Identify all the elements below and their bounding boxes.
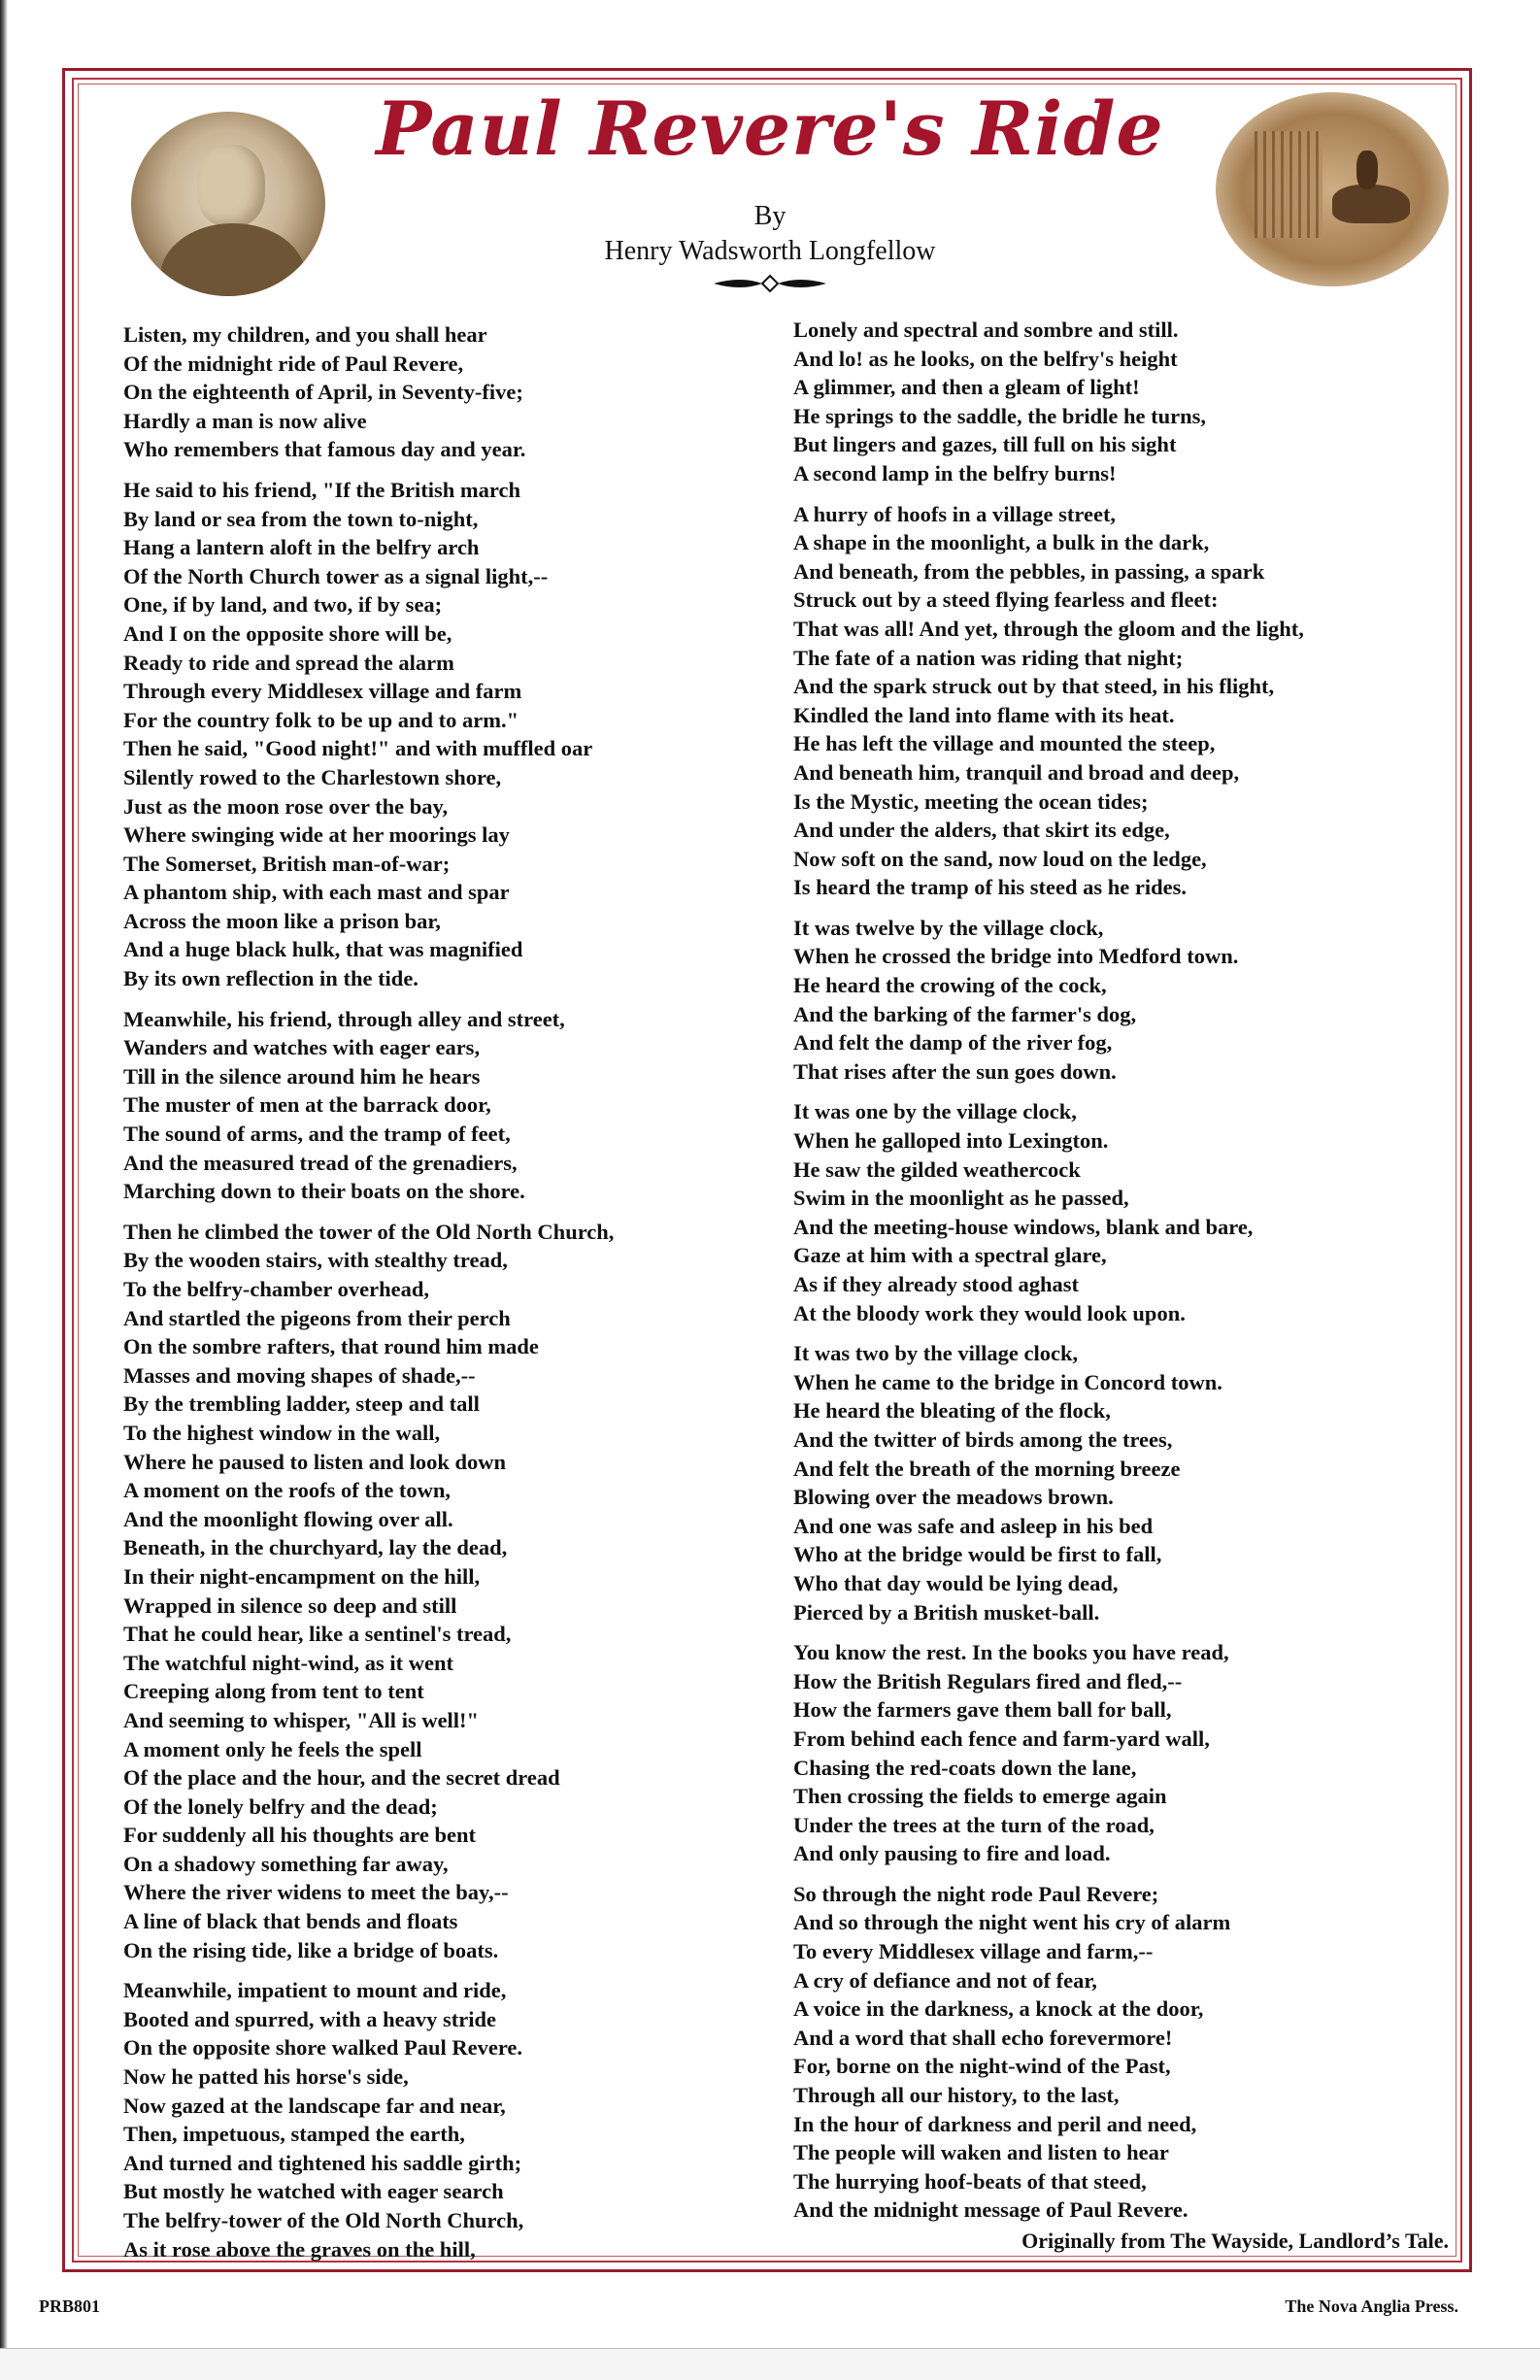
poem-line: And the midnight message of Paul Revere. [793, 2197, 1188, 2223]
poem-line: Kindled the land into flame with its heat. [793, 702, 1175, 727]
poem-line: Of the North Church tower as a signal light,-- [123, 563, 549, 588]
poem-line: How the British Regulars fired and fled,-- [793, 1668, 1183, 1693]
poem-line: And only pausing to fire and load. [793, 1841, 1111, 1866]
poem-line: And the barking of the farmer's dog, [793, 1001, 1137, 1026]
poem-line: And the meeting-house windows, blank and bare, [793, 1214, 1254, 1239]
poem-line: He said to his friend, "If the British march [123, 477, 520, 502]
poem-line: A cry of defiance and not of fear, [793, 1967, 1097, 1993]
poem-line: And I on the opposite shore will be, [123, 620, 452, 646]
poem-line: And seeming to whisper, "All is well!" [123, 1707, 480, 1732]
poem-line: And felt the damp of the river fog, [793, 1030, 1113, 1056]
poem-line: On the sombre rafters, that round him made [123, 1334, 539, 1359]
poem-line: When he galloped into Lexington. [793, 1128, 1109, 1154]
poem-line: A line of black that bends and floats [123, 1909, 458, 1934]
poem-line: Lonely and spectral and sombre and still. [793, 318, 1179, 342]
poem-line: Till in the silence around him he hears [123, 1063, 481, 1089]
scan-edge [0, 0, 8, 2379]
poem-line: He has left the village and mounted the steep, [793, 731, 1216, 756]
poem-line: But mostly he watched with eager search [123, 2179, 504, 2204]
poem-line: Is the Mystic, meeting the ocean tides; [793, 788, 1149, 814]
poem-line: And the twitter of birds among the trees, [793, 1426, 1173, 1452]
poem-line: And the spark struck out by that steed, in his flight, [793, 674, 1275, 699]
poem-line: He heard the bleating of the flock, [793, 1398, 1111, 1424]
poem-line: Who that day would be lying dead, [793, 1570, 1119, 1595]
poem-line: On the eighteenth of April, in Seventy-five; [123, 380, 523, 405]
poem-line: Beneath, in the churchyard, lay the dead, [123, 1535, 508, 1560]
poem-line: And under the alders, that skirt its edge, [793, 818, 1170, 843]
poem-line: He saw the gilded weathercock [793, 1156, 1081, 1182]
poem-line: Ready to ride and spread the alarm [123, 650, 454, 675]
stanza [123, 1976, 764, 2263]
poem-line: It was one by the village clock, [793, 1099, 1077, 1124]
poem-line: In the hour of darkness and peril and need, [793, 2111, 1197, 2136]
poem-line: Of the lonely belfry and the dead; [123, 1793, 438, 1819]
poem-line: Of the midnight ride of Paul Revere, [123, 351, 464, 376]
poem-line: Now soft on the sand, now loud on the ledge, [793, 846, 1207, 871]
poem-line: Through all our history, to the last, [793, 2083, 1120, 2108]
poem-line: When he crossed the bridge into Medford town. [793, 944, 1239, 969]
poem-line: Then, impetuous, stamped the earth, [123, 2122, 465, 2147]
poem-line: Swim in the moonlight as he passed, [793, 1186, 1129, 1211]
byline [0, 199, 1540, 269]
poem-line: And one was safe and asleep in his bed [793, 1513, 1154, 1538]
poem-line: But lingers and gazes, till full on his sight [793, 432, 1177, 457]
poem-line: So through the night rode Paul Revere; [793, 1881, 1159, 1906]
poem-line: A moment on the roofs of the town, [123, 1478, 452, 1503]
stanza [123, 320, 764, 464]
stanza [123, 1218, 764, 1964]
scan-bottom-strip [0, 2348, 1540, 2380]
poem-line: A voice in the darkness, a knock at the door, [793, 1996, 1204, 2022]
poem-line: Meanwhile, impatient to mount and ride, [123, 1978, 507, 2003]
poem-line: Now he patted his horse's side, [123, 2064, 409, 2090]
product-code: PRB801 [39, 2296, 100, 2316]
poem-line: How the farmers gave them ball for ball, [793, 1697, 1172, 1723]
poem-line: On a shadowy something far away, [123, 1851, 449, 1876]
poem-line: And so through the night went his cry of alarm [793, 1910, 1231, 1935]
poem-line: By its own reflection in the tide. [123, 966, 418, 991]
poem-line: Hardly a man is now alive [123, 408, 367, 433]
poem-line: Pierced by a British musket-ball. [793, 1599, 1100, 1625]
poem-line: Wanders and watches with eager ears, [123, 1035, 481, 1060]
poem-line: Then he said, "Good night!" and with muffled oar [123, 736, 593, 761]
poem-line: And turned and tightened his saddle girth; [123, 2150, 522, 2175]
poem-line: Silently rowed to the Charlestown shore, [123, 764, 502, 789]
poem-line: Where he paused to listen and look down [123, 1449, 507, 1474]
poem-right-column [793, 316, 1454, 2236]
stanza [123, 476, 764, 993]
poem-line: Masses and moving shapes of shade,-- [123, 1362, 476, 1388]
poem-line: And felt the breath of the morning breeze [793, 1456, 1181, 1481]
poem-line: And the moonlight flowing over all. [123, 1506, 453, 1531]
poem-line: That rises after the sun goes down. [793, 1058, 1117, 1084]
poem-line: On the opposite shore walked Paul Revere. [123, 2035, 523, 2061]
poem-line: The sound of arms, and the tramp of feet, [123, 1122, 511, 1147]
poem-line: And startled the pigeons from their perch [123, 1305, 511, 1330]
poem-left-column [123, 320, 764, 2275]
poem-line: He heard the crowing of the cock, [793, 973, 1107, 998]
poem-line: As it rose above the graves on the hill, [123, 2236, 476, 2262]
poem-line: By the trembling ladder, steep and tall [123, 1391, 480, 1417]
stanza [793, 914, 1454, 1087]
poem-line: Of the place and the hour, and the secret dread [123, 1765, 560, 1791]
poem-line: And a word that shall echo forevermore! [793, 2025, 1173, 2050]
poem-line: When he came to the bridge in Concord town. [793, 1369, 1222, 1394]
poem-line: By the wooden stairs, with stealthy tread, [123, 1248, 508, 1273]
poem-line: And beneath him, tranquil and broad and deep, [793, 759, 1240, 785]
poem-line: And the measured tread of the grenadiers, [123, 1150, 518, 1175]
poem-line: A second lamp in the belfry burns! [793, 460, 1117, 486]
poem-line: The muster of men at the barrack door, [123, 1092, 491, 1118]
stanza [793, 316, 1454, 488]
poem-line: Blowing over the meadows brown. [793, 1485, 1114, 1510]
author-name: Henry Wadsworth Longfellow [604, 236, 936, 266]
poem-line: A shape in the moonlight, a bulk in the dark, [793, 530, 1210, 555]
poem-line: Across the moon like a prison bar, [123, 908, 441, 933]
page-title: Paul Revere's Ride [376, 85, 1164, 172]
poem-line: Chasing the red-coats down the lane, [793, 1755, 1137, 1780]
poem-line: As if they already stood aghast [793, 1272, 1079, 1296]
poem-line: To the highest window in the wall, [123, 1420, 441, 1445]
poem-line: The hurrying hoof-beats of that steed, [793, 2168, 1147, 2194]
poem-line: Now gazed at the landscape far and near, [123, 2093, 506, 2118]
poem-line: Through every Middlesex village and farm [123, 679, 522, 704]
poem-line: On the rising tide, like a bridge of boats. [123, 1937, 499, 1962]
poem-line: Who remembers that famous day and year. [123, 437, 526, 462]
poem-line: The watchful night-wind, as it went [123, 1650, 454, 1675]
poem-line: Under the trees at the turn of the road, [793, 1812, 1155, 1837]
poem-line: Hang a lantern aloft in the belfry arch [123, 535, 480, 560]
poem-line: It was twelve by the village clock, [793, 915, 1104, 940]
publisher-name: The Nova Anglia Press. [1285, 2296, 1458, 2316]
stanza [123, 1005, 764, 1206]
poem-line: By land or sea from the town to-night, [123, 506, 479, 531]
poem-line: Is heard the tramp of his steed as he rides. [793, 875, 1187, 900]
poem-line: Listen, my children, and you shall hear [123, 322, 487, 347]
poem-line: Who at the bridge would be first to fall, [793, 1542, 1162, 1567]
stanza [793, 1339, 1454, 1626]
poem-line: In their night-encampment on the hill, [123, 1563, 481, 1589]
poem-line: You know the rest. In the books you have read, [793, 1640, 1229, 1665]
poem-line: The people will waken and listen to hear [793, 2140, 1169, 2165]
poem-line: And beneath, from the pebbles, in passing, a spark [793, 558, 1265, 584]
poem-line: For suddenly all his thoughts are bent [123, 1823, 476, 1848]
byline-by: By [753, 201, 787, 231]
poem-line: That was all! And yet, through the gloom and the light, [793, 616, 1304, 641]
poem-line: He springs to the saddle, the bridle he turns, [793, 403, 1207, 428]
stanza [793, 1097, 1454, 1327]
poem-line: A hurry of hoofs in a village street, [793, 501, 1117, 526]
poem-line: The fate of a nation was riding that night; [793, 645, 1184, 670]
poem-line: Then he climbed the tower of the Old North Church, [123, 1219, 615, 1244]
poem-line: The belfry-tower of the Old North Church, [123, 2208, 524, 2232]
poem-line: Marching down to their boats on the shore. [123, 1179, 525, 1204]
poem-line: And a huge black hulk, that was magnified [123, 937, 523, 962]
poem-line: Gaze at him with a spectral glare, [793, 1243, 1107, 1268]
poem-line: Where the river widens to meet the bay,-- [123, 1880, 509, 1905]
source-credit: Originally from The Wayside, Landlord’s Tale. [1021, 2229, 1449, 2253]
stanza [793, 1880, 1454, 2225]
poem-line: A phantom ship, with each mast and spar [123, 880, 510, 905]
poem-line: Where swinging wide at her moorings lay [123, 822, 510, 848]
ornament-divider-icon [712, 274, 828, 293]
poem-line: Creeping along from tent to tent [123, 1679, 424, 1704]
poem-line: And lo! as he looks, on the belfry's height [793, 346, 1178, 371]
poem-line: For the country folk to be up and to arm." [123, 707, 519, 732]
poem-line: One, if by land, and two, if by sea; [123, 592, 443, 618]
poem-line: For, borne on the night-wind of the Past, [793, 2054, 1171, 2079]
stanza [793, 1638, 1454, 1868]
poem-line: A moment only he feels the spell [123, 1736, 422, 1761]
poem-line: To every Middlesex village and farm,-- [793, 1939, 1154, 1964]
poem-line: From behind each fence and farm-yard wall, [793, 1726, 1210, 1751]
poem-line: Struck out by a steed flying fearless and fleet: [793, 587, 1219, 613]
poem-line: Wrapped in silence so deep and still [123, 1592, 457, 1618]
poem-line: To the belfry-chamber overhead, [123, 1277, 429, 1301]
poem-line: The Somerset, British man-of-war; [123, 851, 451, 876]
poem-line: At the bloody work they would look upon. [793, 1300, 1186, 1325]
poem-line: It was two by the village clock, [793, 1341, 1079, 1366]
poem-line: A glimmer, and then a gleam of light! [793, 375, 1140, 400]
stanza [793, 500, 1454, 902]
poem-line: Just as the moon rose over the bay, [123, 793, 449, 819]
poem-line: Then crossing the fields to emerge again [793, 1784, 1167, 1809]
poem-line: Meanwhile, his friend, through alley and street, [123, 1006, 565, 1031]
poem-line: That he could hear, like a sentinel's tread, [123, 1622, 512, 1647]
poem-line: Booted and spurred, with a heavy stride [123, 2006, 496, 2031]
